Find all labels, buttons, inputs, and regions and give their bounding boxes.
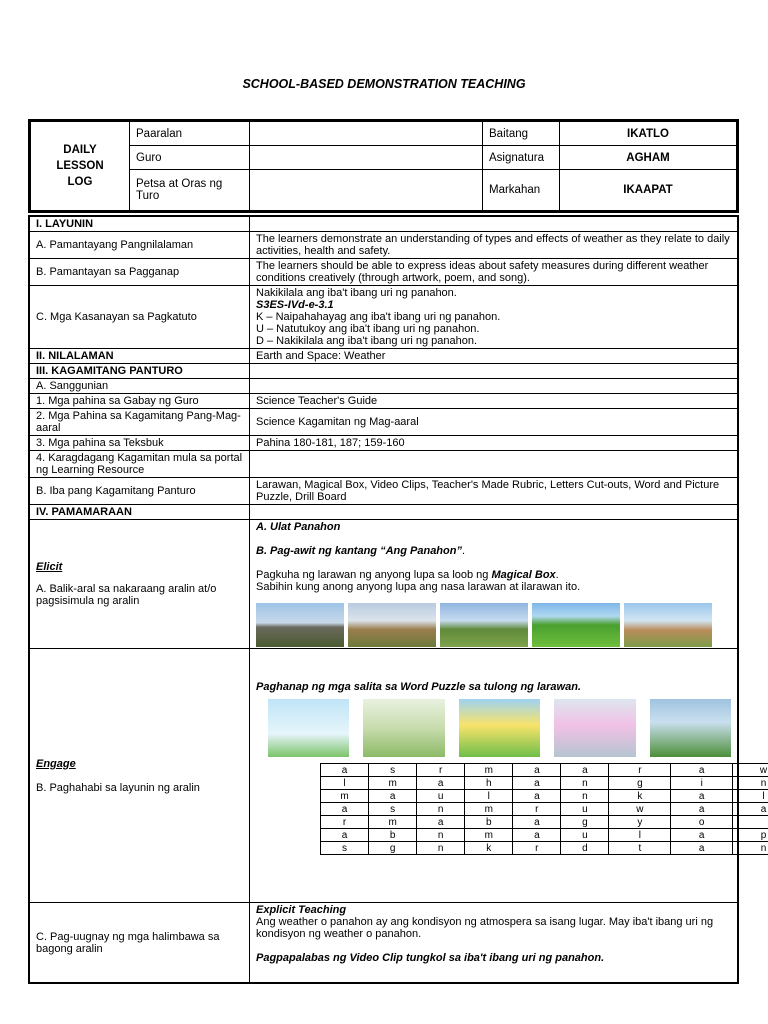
markahan-value: IKAAPAT xyxy=(560,170,737,211)
puzzle-cell: l xyxy=(465,790,513,803)
puzzle-row xyxy=(321,777,768,790)
puzzle-cell: m xyxy=(465,803,513,816)
puzzle-cell: a xyxy=(671,842,733,855)
pag-uugnay-label: C. Pag-uugnay ng mga halimbawa sa bagong aralin xyxy=(30,903,250,983)
plain-photo xyxy=(532,603,620,647)
kasanayan-label: C. Mga Kasanayan sa Pagkatuto xyxy=(30,286,250,349)
gabay-guro-label: 1. Mga pahina sa Gabay ng Guro xyxy=(30,394,250,409)
puzzle-cell: a xyxy=(321,803,369,816)
puzzle-cell: n xyxy=(417,829,465,842)
guro-label: Guro xyxy=(130,146,250,170)
puzzle-cell: n xyxy=(733,842,768,855)
sunny-weather-picture xyxy=(459,699,540,757)
puzzle-cell: o xyxy=(671,816,733,829)
valley-photo xyxy=(440,603,528,647)
puzzle-cell: p xyxy=(733,829,768,842)
kagamitang-pang-mag-aaral-label: 2. Mga Pahina sa Kagamitang Pang-Mag-aaral xyxy=(30,409,250,436)
baitang-label: Baitang xyxy=(483,122,560,146)
elicit-label-cell xyxy=(30,520,250,649)
sabihin-line: Sabihin kung anong anyong lupa ang nasa larawan at ilarawan ito. xyxy=(256,581,581,593)
gabay-guro-text: Science Teacher's Guide xyxy=(250,394,738,409)
cloudy-weather-picture xyxy=(650,699,731,757)
markahan-label: Markahan xyxy=(483,170,560,211)
puzzle-cell: l xyxy=(321,777,369,790)
nilalaman-heading: II. NILALAMAN xyxy=(30,349,250,364)
puzzle-cell: d xyxy=(561,842,609,855)
puzzle-cell: r xyxy=(609,764,671,777)
asignatura-label: Asignatura xyxy=(483,146,560,170)
puzzle-cell: l xyxy=(609,829,671,842)
puzzle-cell: s xyxy=(321,842,369,855)
explicit-teaching-content xyxy=(250,903,738,983)
puzzle-cell: k xyxy=(465,842,513,855)
puzzle-cell: m xyxy=(321,790,369,803)
kagamitan-heading-value xyxy=(250,364,738,379)
puzzle-cell: a xyxy=(671,764,733,777)
puzzle-cell: m xyxy=(369,816,417,829)
word-puzzle-instruction: Paghanap ng mga salita sa Word Puzzle sa tulong ng larawan. xyxy=(256,681,581,693)
puzzle-cell: g xyxy=(609,777,671,790)
puzzle-cell: u xyxy=(561,829,609,842)
pamantayan-pagganap-label: B. Pamantayan sa Pagganap xyxy=(30,259,250,286)
puzzle-cell: m xyxy=(465,764,513,777)
ulat-panahon: A. Ulat Panahon xyxy=(256,521,341,533)
document-title: SCHOOL-BASED DEMONSTRATION TEACHING xyxy=(242,77,526,91)
puzzle-cell: n xyxy=(417,842,465,855)
puzzle-cell: g xyxy=(561,816,609,829)
puzzle-cell: w xyxy=(733,764,768,777)
video-clip-line: Pagpapalabas ng Video Clip tungkol sa iba't ibang uri ng panahon. xyxy=(256,952,605,964)
puzzle-cell: s xyxy=(369,764,417,777)
puzzle-cell: i xyxy=(671,777,733,790)
petsa-label: Petsa at Oras ng Turo xyxy=(130,170,250,211)
word-puzzle-grid xyxy=(320,763,768,855)
puzzle-cell: y xyxy=(609,816,671,829)
learning-resource-label: 4. Karagdagang Kagamitan mula sa portal ng Learning Resource xyxy=(30,451,250,478)
puzzle-cell: a xyxy=(513,829,561,842)
balik-aral-label: A. Balik-aral sa nakaraang aralin at/o pagsisimula ng aralin xyxy=(36,583,217,607)
windy-weather-picture xyxy=(268,699,349,757)
baitang-value: IKATLO xyxy=(560,122,737,146)
paghahabi-label: B. Paghahabi sa layunin ng aralin xyxy=(36,781,200,794)
puzzle-cell: a xyxy=(513,777,561,790)
plateau-photo xyxy=(624,603,712,647)
puzzle-cell: b xyxy=(369,829,417,842)
rainy-weather-picture xyxy=(554,699,635,757)
puzzle-cell: m xyxy=(369,777,417,790)
puzzle-cell: r xyxy=(513,842,561,855)
puzzle-row xyxy=(321,816,768,829)
engage-content xyxy=(250,649,768,903)
lesson-table xyxy=(28,215,768,984)
stormy-weather-picture xyxy=(363,699,444,757)
puzzle-cell: w xyxy=(609,803,671,816)
teksbuk-text: Pahina 180-181, 187; 159-160 xyxy=(250,436,738,451)
puzzle-cell: a xyxy=(417,816,465,829)
iba-pang-kagamitan-label: B. Iba pang Kagamitang Panturo xyxy=(30,478,250,505)
puzzle-cell xyxy=(733,816,768,829)
puzzle-cell: t xyxy=(609,842,671,855)
daily-lesson-log-label: DAILY LESSON LOG xyxy=(31,122,130,211)
puzzle-cell: n xyxy=(733,777,768,790)
engage-label-cell xyxy=(30,649,250,903)
engage-tag: Engage xyxy=(36,757,76,770)
puzzle-cell: a xyxy=(733,803,768,816)
pamantayan-pagganap-text: The learners should be able to express ideas about safety measures during different weather conditions creatively (through artwork, poem, and song). xyxy=(250,259,738,286)
puzzle-row xyxy=(321,829,768,842)
puzzle-cell: a xyxy=(513,764,561,777)
nilalaman-text: Earth and Space: Weather xyxy=(250,349,738,364)
kagamitan-heading: III. KAGAMITANG PANTURO xyxy=(30,364,250,379)
weather-definition: Ang weather o panahon ay ang kondisyon ng atmospera sa isang lugar. May iba't ibang uri ng kondisyon ng weather o panahon. xyxy=(256,916,714,940)
puzzle-cell: r xyxy=(417,764,465,777)
sanggunian-value xyxy=(250,379,738,394)
puzzle-cell: b xyxy=(465,816,513,829)
puzzle-cell: s xyxy=(369,803,417,816)
puzzle-cell: a xyxy=(321,829,369,842)
landform-photos xyxy=(256,603,731,647)
paaralan-label: Paaralan xyxy=(130,122,250,146)
puzzle-cell: a xyxy=(417,777,465,790)
explicit-teaching-tag: Explicit Teaching xyxy=(256,904,347,916)
pamamaraan-heading-value xyxy=(250,505,738,520)
puzzle-cell: h xyxy=(465,777,513,790)
puzzle-cell: a xyxy=(513,790,561,803)
puzzle-cell: a xyxy=(561,764,609,777)
layunin-heading: I. LAYUNIN xyxy=(30,217,250,232)
puzzle-cell: u xyxy=(417,790,465,803)
iba-pang-kagamitan-text: Larawan, Magical Box, Video Clips, Teacher's Made Rubric, Letters Cut-outs, Word and Picture Puzzle, Drill Board xyxy=(250,478,738,505)
petsa-value xyxy=(250,170,483,211)
learning-resource-text xyxy=(250,451,738,478)
puzzle-cell: a xyxy=(671,829,733,842)
elicit-tag: Elicit xyxy=(36,561,63,573)
puzzle-cell: u xyxy=(561,803,609,816)
layunin-heading-value xyxy=(250,217,738,232)
puzzle-row xyxy=(321,842,768,855)
kagamitang-pang-mag-aaral-text: Science Kagamitan ng Mag-aaral xyxy=(250,409,738,436)
puzzle-cell: k xyxy=(609,790,671,803)
puzzle-row xyxy=(321,803,768,816)
puzzle-row xyxy=(321,764,768,777)
puzzle-cell: a xyxy=(321,764,369,777)
pamantayang-pangnilalaman-text: The learners demonstrate an understanding of types and effects of weather as they relate to daily activities, health and safety. xyxy=(250,232,738,259)
puzzle-cell: l xyxy=(733,790,768,803)
paaralan-value xyxy=(250,122,483,146)
pamamaraan-heading: IV. PAMAMARAAN xyxy=(30,505,250,520)
puzzle-cell: r xyxy=(513,803,561,816)
hill-photo xyxy=(348,603,436,647)
weather-pictures xyxy=(256,699,731,757)
kasanayan-text: Nakikilala ang iba't ibang uri ng panahon. S3ES-IVd-e-3.1 K – Naipahahayag ang iba't ibang uri ng panahon. U – Natutukoy ang iba't ibang uri ng panahon. D – Nakikilala ang iba't ibang uri ng panahon. xyxy=(250,286,738,349)
volcano-photo xyxy=(256,603,344,647)
puzzle-cell: g xyxy=(369,842,417,855)
puzzle-cell: n xyxy=(417,803,465,816)
guro-value xyxy=(250,146,483,170)
elicit-content xyxy=(250,520,738,649)
puzzle-row xyxy=(321,790,768,803)
pamantayang-pangnilalaman-label: A. Pamantayang Pangnilalaman xyxy=(30,232,250,259)
asignatura-value: AGHAM xyxy=(560,146,737,170)
sanggunian-label: A. Sanggunian xyxy=(30,379,250,394)
puzzle-cell: a xyxy=(671,790,733,803)
header-table xyxy=(28,119,739,213)
puzzle-cell: r xyxy=(321,816,369,829)
magical-box-line: Pagkuha ng larawan ng anyong lupa sa loob ng Magical Box. xyxy=(256,569,559,581)
puzzle-cell: a xyxy=(671,803,733,816)
puzzle-cell: a xyxy=(369,790,417,803)
puzzle-cell: a xyxy=(513,816,561,829)
teksbuk-label: 3. Mga pahina sa Teksbuk xyxy=(30,436,250,451)
puzzle-cell: n xyxy=(561,790,609,803)
puzzle-cell: m xyxy=(465,829,513,842)
puzzle-cell: n xyxy=(561,777,609,790)
pag-awit-line: B. Pag-awit ng kantang “Ang Panahon”. xyxy=(256,545,466,557)
